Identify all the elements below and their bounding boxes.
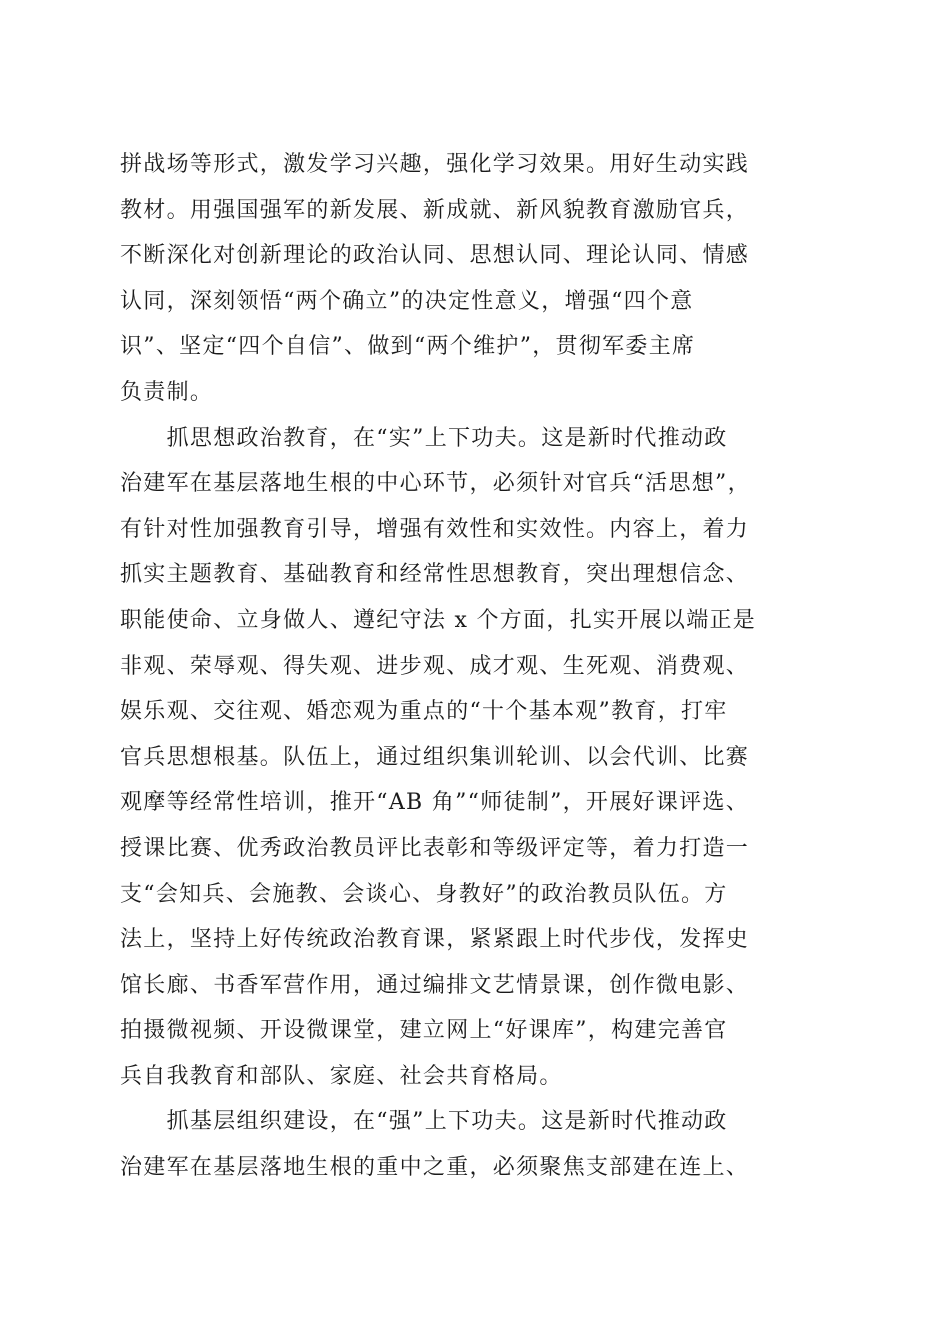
- text-line: 授课比赛、优秀政治教员评比表彰和等级评定等，着力打造一: [120, 835, 750, 861]
- text-line: 拼战场等形式，激发学习兴趣，强化学习效果。用好生动实践: [120, 152, 750, 177]
- text-line: 教材。用强国强军的新发展、新成就、新风貌教育激励官兵，: [120, 197, 750, 223]
- text-line: 馆长廊、书香军营作用，通过编排文艺情景课，创作微电影、: [120, 972, 750, 998]
- text-line: 负责制。: [120, 379, 214, 405]
- text-line: 治建军在基层落地生根的重中之重，必须聚焦支部建在连上、: [120, 1155, 750, 1181]
- text-line: 认同，深刻领悟“两个确立”的决定性意义，增强“四个意: [120, 288, 694, 314]
- text-line: 支“会知兵、会施教、会谈心、身教好”的政治教员队伍。方: [120, 881, 728, 907]
- text-line: 官兵思想根基。队伍上，通过组织集训轮训、以会代训、比赛: [120, 744, 750, 770]
- text-line: 抓基层组织建设，在“强”上下功夫。这是新时代推动政: [120, 1109, 728, 1135]
- text-line: 有针对性加强教育引导，增强有效性和实效性。内容上，着力: [120, 516, 750, 542]
- text-line: 非观、荣辱观、得失观、进步观、成才观、生死观、消费观、: [120, 653, 750, 679]
- text-line: 治建军在基层落地生根的中心环节，必须针对官兵“活思想”，: [120, 471, 751, 497]
- body-text: [120, 142, 840, 1191]
- text-line: 兵自我教育和部队、家庭、社会共育格局。: [120, 1063, 563, 1089]
- text-line: 不断深化对创新理论的政治认同、思想认同、理论认同、情感: [120, 243, 750, 269]
- text-line: 抓实主题教育、基础教育和经常性思想教育，突出理想信念、: [120, 562, 750, 588]
- text-line: 职能使命、立身做人、遵纪守法 x 个方面，扎实开展以端正是: [120, 607, 757, 633]
- text-line: 观摩等经常性培训，推开“AB 角”“师徒制”，开展好课评选、: [120, 790, 750, 816]
- text-line: 拍摄微视频、开设微课堂，建立网上“好课库”，构建完善官: [120, 1018, 728, 1044]
- text-line: 抓思想政治教育，在“实”上下功夫。这是新时代推动政: [120, 425, 728, 451]
- text-line: 法上，坚持上好传统政治教育课，紧紧跟上时代步伐，发挥史: [120, 927, 750, 953]
- text-line: 识”、坚定“四个自信”、做到“两个维护”，贯彻军委主席: [120, 334, 696, 360]
- text-line: 娱乐观、交往观、婚恋观为重点的“十个基本观”教育，打牢: [120, 699, 728, 725]
